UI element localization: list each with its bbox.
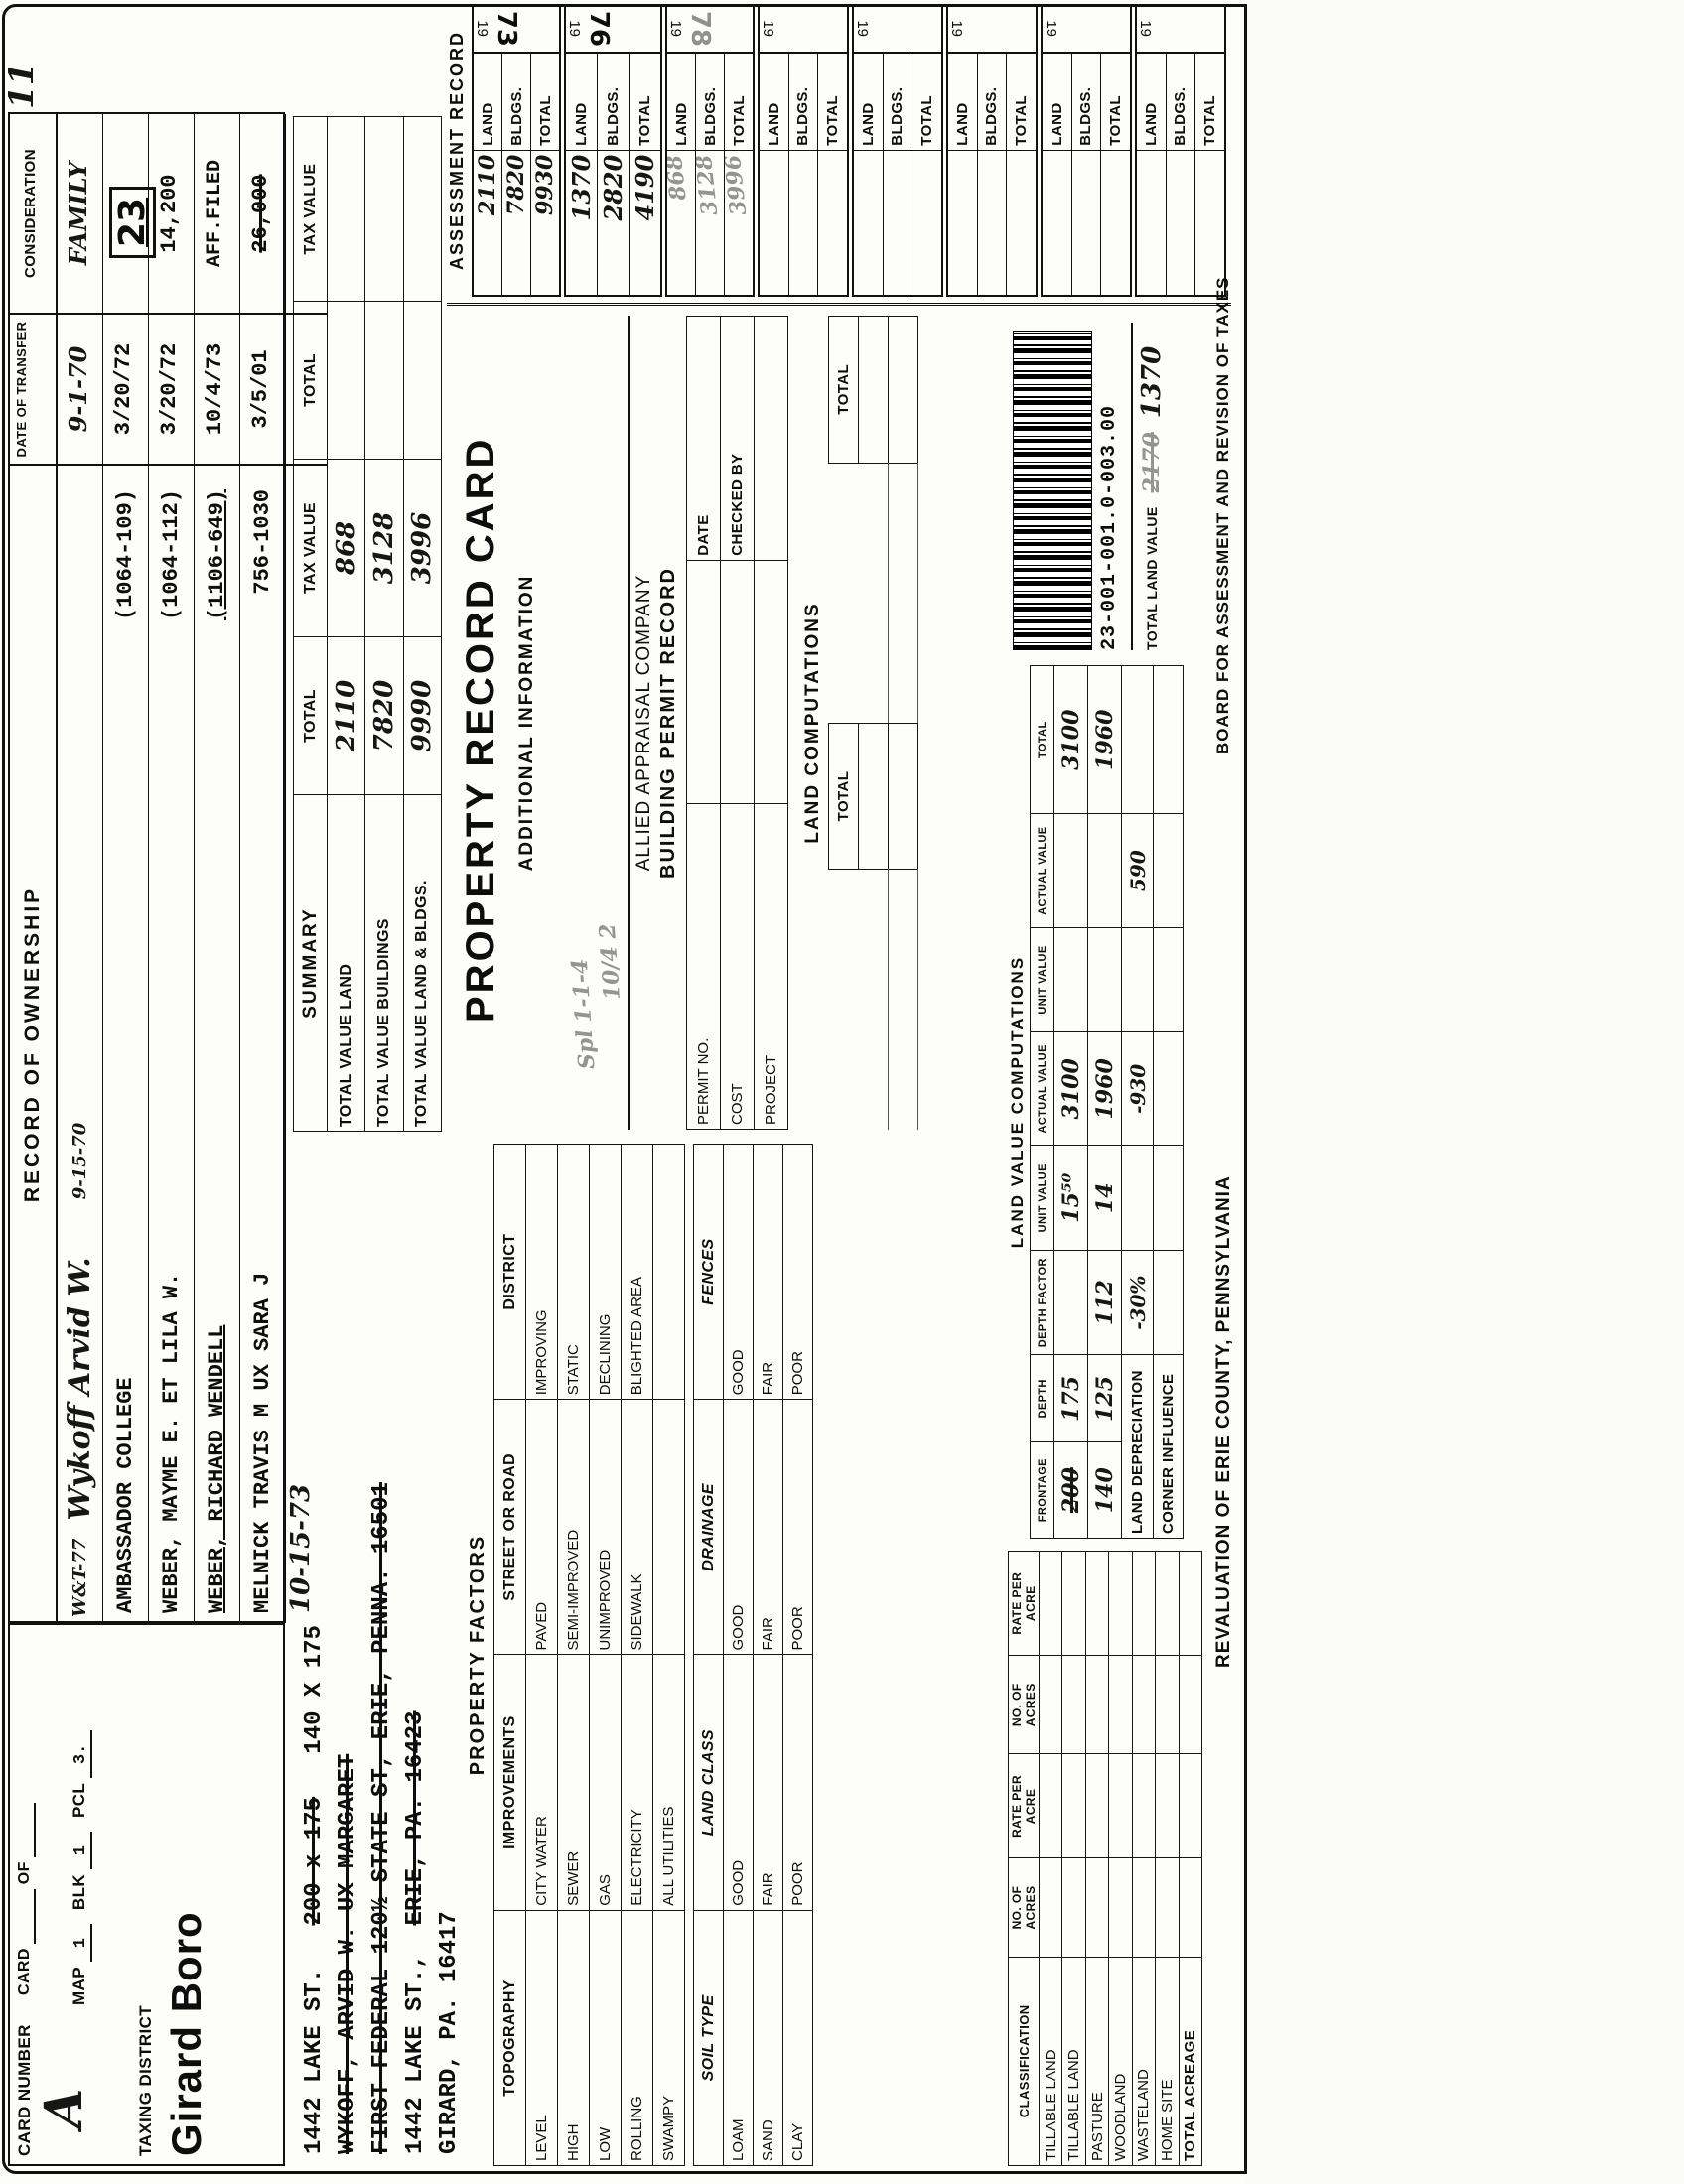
- blk-value: 1: [71, 1832, 92, 1869]
- year-stamp: 78: [685, 10, 715, 48]
- factor-option: SEMI-IMPROVED: [558, 1400, 590, 1655]
- property-street: 1442 LAKE ST.: [301, 1968, 328, 2154]
- summary-total2-header: TOTAL: [294, 302, 328, 460]
- consideration-value: 26,000: [240, 114, 285, 315]
- summary-block: [293, 116, 442, 1132]
- assessment-year-group: [1135, 4, 1226, 297]
- acres-header: NO. OF ACRES: [1009, 1656, 1040, 1754]
- lvc-depth: 125: [1088, 1355, 1122, 1442]
- factor-option: BLIGHTED AREA: [622, 1145, 653, 1400]
- lvc-header: DEPTH FACTOR: [1031, 1250, 1054, 1354]
- lvc-header: ACTUAL VALUE: [1031, 814, 1054, 927]
- total-land-value-old: 2170: [1139, 432, 1165, 493]
- assessment-land-label: LAND: [948, 54, 977, 150]
- assessment-bldgs-value: 3128: [688, 149, 732, 296]
- factor-option: STATIC: [558, 1145, 590, 1400]
- additional-note: Spl 1-1-4: [566, 957, 601, 1070]
- map-blk-pcl-row: [70, 1628, 90, 2005]
- drainage-header: DRAINAGE: [694, 1400, 724, 1655]
- building-permit-title: BUILDING PERMIT RECORD: [657, 567, 679, 879]
- assessment-total-value: 9930: [531, 150, 560, 295]
- assessment-total-value: 3996: [717, 149, 761, 296]
- fence-option: GOOD: [724, 1145, 754, 1400]
- assessment-land-label: LAND: [854, 54, 883, 150]
- assessment-total-label: TOTAL: [531, 54, 560, 150]
- card-label: CARD: [16, 1948, 33, 1995]
- permit-cost-label: COST: [721, 804, 755, 1130]
- classification-row: WASTELAND: [1132, 1957, 1155, 2165]
- classification-header: CLASSIFICATION: [1009, 1957, 1040, 2165]
- summary-tax-value: 868: [328, 460, 365, 637]
- deed-book: (1064-109): [113, 489, 138, 621]
- year-prefix: 19: [1043, 20, 1059, 38]
- map-value: 1: [71, 1924, 92, 1962]
- lot-dimensions: 140 X 175: [301, 1625, 328, 1754]
- pcl-value: 3.: [71, 1730, 92, 1778]
- margin-date-note: 10-15-73: [286, 1483, 316, 1613]
- ownership-row: [240, 114, 286, 1623]
- assessment-total-label: TOTAL: [1007, 54, 1036, 150]
- mailing-street: 1442 LAKE ST.,: [402, 1954, 429, 2154]
- summary-row-label: TOTAL VALUE LAND & BLDGS.: [403, 795, 441, 1132]
- assessment-total-label: TOTAL: [630, 54, 661, 150]
- factor-option: SEWER: [558, 1655, 590, 1910]
- year-prefix: 19: [854, 20, 871, 38]
- map-label: MAP: [70, 1967, 88, 2005]
- land-value-computations-block: [1008, 665, 1202, 1539]
- fence-option: FAIR: [754, 1145, 783, 1400]
- card-number-label: CARD NUMBER: [15, 2024, 34, 2156]
- factor-option: ELECTRICITY: [622, 1655, 653, 1910]
- land-comp-total-header: TOTAL: [829, 723, 859, 870]
- summary-title: SUMMARY: [294, 795, 328, 1132]
- mailing-city: GIRARD, PA. 16417: [436, 1911, 463, 2154]
- factor-option: ALL UTILITIES: [653, 1655, 685, 1910]
- factor-option: ROLLING: [622, 1910, 653, 2165]
- lvc-unit-value: 14: [1088, 1146, 1122, 1250]
- total-land-value-label: TOTAL LAND VALUE: [1144, 506, 1160, 650]
- owner-name: WEBER, MAYME E. ET LILA W.: [159, 1272, 184, 1613]
- classification-block: [1008, 1551, 1202, 2166]
- year-prefix: 19: [667, 20, 684, 38]
- deed-book: 756-1030: [250, 489, 275, 595]
- assessment-total-value: 4190: [630, 150, 661, 295]
- board-footer: BOARD FOR ASSESSMENT AND REVISION OF TAXES: [1213, 276, 1232, 754]
- revaluation-footer: REVALUATION OF ERIE COUNTY, PENNSYLVANIA: [1213, 1175, 1234, 1668]
- assessment-land-value: 868: [660, 153, 692, 203]
- assessment-year-group: [1041, 4, 1132, 297]
- additional-info-title: ADDITIONAL INFORMATION: [516, 574, 537, 872]
- struck-city-line: ERIE, PA. 16423: [402, 1710, 429, 1926]
- owner-annotation: 9-15-70: [70, 1122, 90, 1200]
- factors-col-header: STREET OR ROAD: [494, 1400, 526, 1655]
- factor-option: SIDEWALK: [622, 1400, 653, 1655]
- property-factors-title: PROPERTY FACTORS: [467, 1534, 489, 1776]
- lvc-frontage: 200: [1054, 1442, 1088, 1539]
- assessment-land-label: LAND: [566, 54, 598, 150]
- transfer-date: 9-1-70: [58, 315, 102, 466]
- lvc-total: 1960: [1088, 666, 1122, 814]
- summary-tax-header: TAX VALUE: [294, 460, 328, 637]
- ownership-title: RECORD OF OWNERSHIP: [21, 886, 44, 1203]
- deed-book: (1064-112): [159, 489, 184, 621]
- ownership-row: [103, 114, 149, 1623]
- summary-tax-value: 3996: [403, 460, 441, 637]
- lvc-unit-value: 15⁵⁰: [1054, 1146, 1088, 1250]
- assessment-land-label: LAND: [1137, 54, 1166, 150]
- lvc-total: 3100: [1054, 666, 1088, 814]
- struck-owner-line: WYKOFF, ARVID W. UX MARGARET: [335, 1753, 361, 2154]
- assessment-bldgs-label: BLDGS.: [696, 54, 725, 150]
- owner-name: WEBER, RICHARD WENDELL: [205, 1324, 229, 1613]
- pcl-label: PCL: [70, 1782, 88, 1818]
- classification-row: TILLABLE LAND: [1062, 1957, 1085, 2165]
- factor-option: IMPROVING: [526, 1145, 558, 1400]
- assessment-bldgs-value: 2820: [598, 150, 630, 295]
- ownership-row: [195, 114, 240, 1623]
- classification-row: TILLABLE LAND: [1040, 1957, 1062, 2165]
- assessment-total-label: TOTAL: [912, 54, 941, 150]
- taxing-district-label: TAXING DISTRICT: [136, 2004, 155, 2156]
- land-comp-total2-header: TOTAL: [829, 317, 859, 464]
- classification-row: WOODLAND: [1109, 1957, 1132, 2165]
- soil-option: LOAM: [724, 1910, 754, 2165]
- classification-row: HOME SITE: [1156, 1957, 1179, 2165]
- date-of-transfer-header: DATE OF TRANSFER: [10, 315, 56, 466]
- assessment-total-label: TOTAL: [818, 54, 847, 150]
- soil-type-header: SOIL TYPE: [694, 1910, 724, 2165]
- property-factors-block: [467, 1144, 1003, 2166]
- card-id-block: [8, 1621, 285, 2166]
- summary-total-header: TOTAL: [294, 637, 328, 795]
- factor-option: LEVEL: [526, 1910, 558, 2165]
- lvc-actual-value: 3100: [1054, 1032, 1088, 1146]
- assessment-land-label: LAND: [1043, 54, 1071, 150]
- factor-option: UNIMPROVED: [590, 1400, 622, 1655]
- summary-total-value: 9990: [403, 637, 441, 795]
- assessment-land-value: 1370: [567, 154, 596, 221]
- drainage-option: POOR: [783, 1400, 813, 1655]
- land-class-header: LAND CLASS: [694, 1655, 724, 1910]
- year-prefix: 19: [760, 20, 776, 38]
- class-option: FAIR: [754, 1655, 783, 1910]
- deed-book: (1106-649): [205, 489, 229, 621]
- lvc-actual-value: 1960: [1088, 1032, 1122, 1146]
- assessment-bldgs-label: BLDGS.: [977, 54, 1006, 150]
- assessment-bldgs-label: BLDGS.: [1071, 54, 1100, 150]
- factor-option: GAS: [590, 1655, 622, 1910]
- factor-option: SWAMPY: [653, 1910, 685, 2165]
- summary-tax2-header: TAX VALUE: [294, 117, 328, 302]
- of-label: OF: [16, 1861, 33, 1885]
- card-number-value: A: [34, 2088, 94, 2128]
- assessment-year-group: [660, 4, 755, 297]
- page-number-stamp: 11: [2, 62, 42, 109]
- total-land-value: 1370: [1137, 345, 1167, 419]
- card-of-field: [16, 1803, 36, 1995]
- year-stamp: 73: [491, 10, 521, 48]
- permit-no-label: PERMIT NO.: [687, 804, 721, 1130]
- fences-header: FENCES: [694, 1145, 724, 1400]
- assessment-year-group: [564, 4, 662, 297]
- year-prefix: 19: [1137, 20, 1154, 38]
- lvc-depth: 175: [1054, 1355, 1088, 1442]
- appraisal-company: ALLIED APPRAISAL COMPANY: [633, 574, 654, 872]
- summary-row-label: TOTAL VALUE LAND: [328, 795, 365, 1132]
- struck-address-line: FIRST FEDERAL 120½ STATE ST, ERIE, PENNA. 16501: [368, 1482, 395, 2154]
- lvc-factor: 112: [1088, 1250, 1122, 1354]
- lvc-header: FRONTAGE: [1031, 1442, 1054, 1539]
- card-main-title: PROPERTY RECORD CARD: [459, 436, 502, 1023]
- permit-date-label: DATE: [687, 317, 721, 561]
- owner-name: Wykoff Arvid W.: [63, 1257, 97, 1521]
- rate-header: RATE PER ACRE: [1009, 1552, 1040, 1656]
- summary-total-value: 7820: [365, 637, 403, 795]
- assessment-bldgs-label: BLDGS.: [788, 54, 817, 150]
- lvc-frontage: 140: [1088, 1442, 1122, 1539]
- soil-option: SAND: [754, 1910, 783, 2165]
- lvc-header: DEPTH: [1031, 1355, 1054, 1442]
- summary-tax-value: 3128: [365, 460, 403, 637]
- transfer-date: 3/20/72: [103, 315, 148, 466]
- depreciation-amount: -930: [1122, 1032, 1154, 1146]
- assessment-year-group: [472, 4, 561, 297]
- consideration-value: AFF.FILED: [195, 114, 239, 315]
- class-option: GOOD: [724, 1655, 754, 1910]
- assessment-title: ASSESSMENT RECORD: [447, 30, 467, 271]
- year-prefix: 19: [948, 20, 965, 38]
- transfer-date: 10/4/73: [195, 315, 239, 466]
- summary-row-label: TOTAL VALUE BUILDINGS: [365, 795, 403, 1132]
- assessment-year-group: [758, 4, 849, 297]
- taxing-district-value: Girard Boro: [163, 1911, 210, 2156]
- mailing-address-block: [298, 1459, 467, 2154]
- soil-option: CLAY: [783, 1910, 813, 2165]
- assessment-bldgs-label: BLDGS.: [598, 54, 630, 150]
- total-acreage-row: TOTAL ACREAGE: [1179, 1957, 1201, 2165]
- factor-option: DECLINING: [590, 1145, 622, 1400]
- transfer-date: 3/5/01: [240, 315, 285, 466]
- lvc-header: UNIT VALUE: [1031, 927, 1054, 1031]
- ownership-row: [58, 114, 103, 1623]
- year-prefix: 19: [474, 20, 491, 38]
- parcel-id-block: [1013, 323, 1201, 650]
- consideration-header: CONSIDERATION: [10, 114, 56, 315]
- rate-header: RATE PER ACRE: [1009, 1754, 1040, 1858]
- consideration-value: FAMILY: [58, 114, 102, 315]
- factor-option: HIGH: [558, 1910, 590, 2165]
- ownership-row: [149, 114, 195, 1623]
- additional-info-block: [516, 316, 1005, 1130]
- owner-name: MELNICK TRAVIS M UX SARA J: [250, 1272, 275, 1613]
- transfer-date: 3/20/72: [149, 315, 194, 466]
- lvc-factor: [1054, 1250, 1088, 1354]
- assessment-year-group: [946, 4, 1038, 297]
- depreciation-amount2: 590: [1122, 814, 1154, 927]
- permit-project-label: PROJECT: [755, 804, 788, 1130]
- drainage-option: GOOD: [724, 1400, 754, 1655]
- lvc-header: TOTAL: [1031, 666, 1054, 814]
- assessment-bldgs-label: BLDGS.: [1166, 54, 1194, 150]
- factor-option: PAVED: [526, 1400, 558, 1655]
- permit-checked-label: CHECKED BY: [721, 317, 755, 561]
- assessment-total-label: TOTAL: [1195, 54, 1224, 150]
- factors-col-header: TOPOGRAPHY: [494, 1910, 526, 2165]
- land-depreciation-label: LAND DEPRECIATION: [1122, 1355, 1154, 1539]
- lvc-header: UNIT VALUE: [1031, 1146, 1054, 1250]
- assessment-total-label: TOTAL: [725, 54, 754, 150]
- parcel-number: 23-001-001.0-003.00: [1098, 404, 1121, 650]
- additional-note: 10/4 2: [594, 922, 627, 1002]
- consideration-value: 14,200: [149, 114, 194, 315]
- assessment-total-label: TOTAL: [1101, 54, 1130, 150]
- lvc-title: LAND VALUE COMPUTATIONS: [1008, 955, 1027, 1249]
- summary-total-value: 2110: [328, 637, 365, 795]
- land-computations-title: LAND COMPUTATIONS: [802, 602, 823, 844]
- fence-option: POOR: [783, 1145, 813, 1400]
- assessment-land-label: LAND: [667, 54, 696, 150]
- assessment-land-label: LAND: [760, 54, 788, 150]
- factors-col-header: DISTRICT: [494, 1145, 526, 1400]
- assessment-land-value: 2110: [475, 154, 500, 215]
- factor-option: LOW: [590, 1910, 622, 2165]
- year-stamp: 76: [584, 10, 614, 48]
- assessment-bldgs-label: BLDGS.: [883, 54, 912, 150]
- owner-name: AMBASSADOR COLLEGE: [113, 1377, 138, 1613]
- assessment-record-block: [447, 4, 1231, 306]
- lvc-header: ACTUAL VALUE: [1031, 1032, 1054, 1146]
- factors-col-header: IMPROVEMENTS: [494, 1655, 526, 1910]
- owner-note: W&T-77: [70, 1538, 90, 1617]
- assessment-bldgs-value: 7820: [502, 150, 531, 295]
- parcel-barcode: [1013, 331, 1092, 650]
- assessment-land-label: LAND: [474, 54, 502, 150]
- assessment-year-group: [852, 4, 943, 297]
- depreciation-percent: -30%: [1122, 1250, 1154, 1354]
- acres-header: NO. OF ACRES: [1009, 1858, 1040, 1957]
- factor-option: CITY WATER: [526, 1655, 558, 1910]
- card-stamp: 23: [109, 187, 156, 258]
- drainage-option: FAIR: [754, 1400, 783, 1655]
- assessment-bldgs-label: BLDGS.: [502, 54, 531, 150]
- year-prefix: 19: [566, 20, 583, 38]
- corner-influence-label: CORNER INFLUENCE: [1154, 1355, 1184, 1539]
- classification-row: PASTURE: [1085, 1957, 1108, 2165]
- blk-label: BLK: [70, 1873, 88, 1911]
- old-lot-dimensions: 200 x 175: [301, 1796, 328, 1926]
- class-option: POOR: [783, 1655, 813, 1910]
